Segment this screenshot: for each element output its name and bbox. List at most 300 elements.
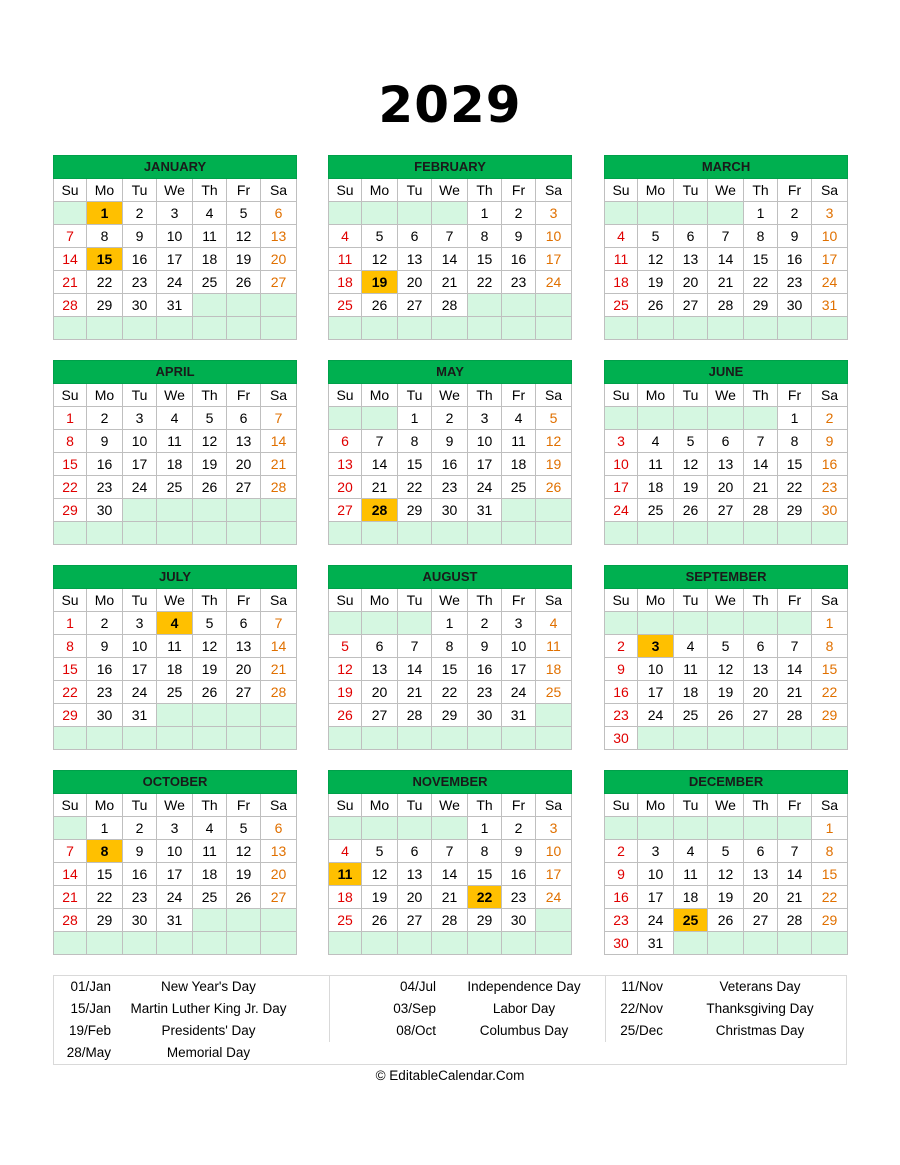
day-cell[interactable]: 15	[432, 658, 468, 681]
day-cell[interactable]: 24	[536, 271, 572, 294]
day-cell[interactable]: 12	[329, 658, 362, 681]
day-cell[interactable]: 22	[54, 681, 87, 704]
day-cell[interactable]: 22	[744, 271, 778, 294]
day-cell[interactable]: 1	[812, 612, 848, 635]
day-cell[interactable]: 2	[468, 612, 502, 635]
day-cell[interactable]: 26	[193, 476, 227, 499]
day-cell[interactable]: 26	[362, 294, 398, 317]
day-cell[interactable]: 29	[54, 499, 87, 522]
day-cell[interactable]: 7	[432, 225, 468, 248]
day-cell[interactable]: 24	[468, 476, 502, 499]
day-cell[interactable]: 16	[87, 658, 123, 681]
day-cell[interactable]: 19	[708, 886, 744, 909]
day-cell[interactable]: 23	[778, 271, 812, 294]
day-cell[interactable]: 6	[362, 635, 398, 658]
day-cell[interactable]: 28	[54, 909, 87, 932]
day-cell[interactable]: 13	[708, 453, 744, 476]
day-cell[interactable]: 27	[708, 499, 744, 522]
day-cell[interactable]: 28	[261, 476, 297, 499]
day-cell[interactable]: 30	[123, 294, 157, 317]
day-cell[interactable]: 22	[812, 681, 848, 704]
day-cell[interactable]: 2	[432, 407, 468, 430]
day-cell[interactable]: 3	[157, 817, 193, 840]
day-cell[interactable]: 19	[227, 248, 261, 271]
day-cell[interactable]: 10	[157, 225, 193, 248]
day-cell[interactable]: 28	[362, 499, 398, 522]
day-cell[interactable]: 17	[468, 453, 502, 476]
day-cell[interactable]: 18	[605, 271, 638, 294]
day-cell[interactable]: 8	[87, 840, 123, 863]
day-cell[interactable]: 27	[398, 909, 432, 932]
day-cell[interactable]: 13	[261, 840, 297, 863]
day-cell[interactable]: 14	[261, 430, 297, 453]
day-cell[interactable]: 24	[157, 886, 193, 909]
day-cell[interactable]: 8	[468, 840, 502, 863]
day-cell[interactable]: 8	[778, 430, 812, 453]
day-cell[interactable]: 2	[123, 817, 157, 840]
day-cell[interactable]: 5	[708, 635, 744, 658]
day-cell[interactable]: 5	[536, 407, 572, 430]
day-cell[interactable]: 28	[398, 704, 432, 727]
day-cell[interactable]: 21	[708, 271, 744, 294]
day-cell[interactable]: 27	[744, 909, 778, 932]
day-cell[interactable]: 20	[261, 863, 297, 886]
day-cell[interactable]: 3	[536, 817, 572, 840]
day-cell[interactable]: 9	[502, 840, 536, 863]
day-cell[interactable]: 29	[778, 499, 812, 522]
day-cell[interactable]: 10	[812, 225, 848, 248]
day-cell[interactable]: 1	[744, 202, 778, 225]
day-cell[interactable]: 9	[605, 863, 638, 886]
day-cell[interactable]: 13	[227, 635, 261, 658]
day-cell[interactable]: 2	[778, 202, 812, 225]
day-cell[interactable]: 30	[605, 727, 638, 750]
day-cell[interactable]: 31	[157, 294, 193, 317]
day-cell[interactable]: 14	[54, 248, 87, 271]
day-cell[interactable]: 9	[468, 635, 502, 658]
day-cell[interactable]: 2	[87, 612, 123, 635]
day-cell[interactable]: 24	[638, 909, 674, 932]
day-cell[interactable]: 24	[638, 704, 674, 727]
day-cell[interactable]: 25	[674, 909, 708, 932]
day-cell[interactable]: 1	[54, 407, 87, 430]
day-cell[interactable]: 11	[193, 225, 227, 248]
day-cell[interactable]: 28	[778, 704, 812, 727]
day-cell[interactable]: 17	[157, 248, 193, 271]
day-cell[interactable]: 19	[193, 658, 227, 681]
day-cell[interactable]: 30	[778, 294, 812, 317]
day-cell[interactable]: 13	[362, 658, 398, 681]
day-cell[interactable]: 21	[54, 886, 87, 909]
day-cell[interactable]: 8	[398, 430, 432, 453]
day-cell[interactable]: 28	[54, 294, 87, 317]
day-cell[interactable]: 19	[362, 271, 398, 294]
day-cell[interactable]: 28	[744, 499, 778, 522]
day-cell[interactable]: 6	[674, 225, 708, 248]
day-cell[interactable]: 26	[193, 681, 227, 704]
day-cell[interactable]: 21	[432, 271, 468, 294]
day-cell[interactable]: 11	[329, 863, 362, 886]
day-cell[interactable]: 8	[432, 635, 468, 658]
day-cell[interactable]: 7	[362, 430, 398, 453]
day-cell[interactable]: 15	[812, 658, 848, 681]
day-cell[interactable]: 29	[398, 499, 432, 522]
day-cell[interactable]: 5	[638, 225, 674, 248]
day-cell[interactable]: 26	[708, 704, 744, 727]
day-cell[interactable]: 15	[744, 248, 778, 271]
day-cell[interactable]: 7	[54, 840, 87, 863]
day-cell[interactable]: 2	[502, 202, 536, 225]
day-cell[interactable]: 9	[123, 225, 157, 248]
day-cell[interactable]: 24	[123, 476, 157, 499]
day-cell[interactable]: 27	[261, 271, 297, 294]
day-cell[interactable]: 11	[674, 658, 708, 681]
day-cell[interactable]: 11	[674, 863, 708, 886]
day-cell[interactable]: 17	[157, 863, 193, 886]
day-cell[interactable]: 9	[87, 430, 123, 453]
day-cell[interactable]: 10	[123, 635, 157, 658]
day-cell[interactable]: 11	[502, 430, 536, 453]
day-cell[interactable]: 30	[468, 704, 502, 727]
day-cell[interactable]: 23	[605, 909, 638, 932]
day-cell[interactable]: 4	[674, 840, 708, 863]
day-cell[interactable]: 7	[778, 635, 812, 658]
day-cell[interactable]: 15	[778, 453, 812, 476]
day-cell[interactable]: 25	[157, 681, 193, 704]
day-cell[interactable]: 1	[398, 407, 432, 430]
day-cell[interactable]: 23	[432, 476, 468, 499]
day-cell[interactable]: 20	[744, 681, 778, 704]
day-cell[interactable]: 26	[638, 294, 674, 317]
day-cell[interactable]: 12	[227, 840, 261, 863]
day-cell[interactable]: 3	[638, 840, 674, 863]
day-cell[interactable]: 6	[227, 407, 261, 430]
day-cell[interactable]: 19	[193, 453, 227, 476]
day-cell[interactable]: 1	[468, 202, 502, 225]
day-cell[interactable]: 15	[398, 453, 432, 476]
day-cell[interactable]: 12	[193, 635, 227, 658]
day-cell[interactable]: 11	[157, 635, 193, 658]
day-cell[interactable]: 18	[157, 658, 193, 681]
day-cell[interactable]: 17	[812, 248, 848, 271]
day-cell[interactable]: 30	[605, 932, 638, 955]
day-cell[interactable]: 2	[502, 817, 536, 840]
day-cell[interactable]: 18	[157, 453, 193, 476]
day-cell[interactable]: 23	[87, 681, 123, 704]
day-cell[interactable]: 13	[398, 248, 432, 271]
day-cell[interactable]: 8	[54, 430, 87, 453]
day-cell[interactable]: 10	[123, 430, 157, 453]
day-cell[interactable]: 21	[261, 453, 297, 476]
day-cell[interactable]: 3	[123, 407, 157, 430]
day-cell[interactable]: 21	[261, 658, 297, 681]
day-cell[interactable]: 29	[432, 704, 468, 727]
day-cell[interactable]: 27	[329, 499, 362, 522]
day-cell[interactable]: 2	[812, 407, 848, 430]
day-cell[interactable]: 16	[605, 681, 638, 704]
day-cell[interactable]: 17	[536, 863, 572, 886]
day-cell[interactable]: 2	[605, 840, 638, 863]
day-cell[interactable]: 18	[329, 886, 362, 909]
day-cell[interactable]: 28	[432, 294, 468, 317]
day-cell[interactable]: 15	[87, 248, 123, 271]
day-cell[interactable]: 18	[536, 658, 572, 681]
day-cell[interactable]: 23	[605, 704, 638, 727]
day-cell[interactable]: 10	[157, 840, 193, 863]
day-cell[interactable]: 20	[329, 476, 362, 499]
day-cell[interactable]: 27	[261, 886, 297, 909]
day-cell[interactable]: 27	[398, 294, 432, 317]
day-cell[interactable]: 30	[502, 909, 536, 932]
day-cell[interactable]: 16	[87, 453, 123, 476]
day-cell[interactable]: 13	[329, 453, 362, 476]
day-cell[interactable]: 22	[87, 886, 123, 909]
day-cell[interactable]: 22	[398, 476, 432, 499]
day-cell[interactable]: 12	[708, 863, 744, 886]
day-cell[interactable]: 25	[329, 909, 362, 932]
day-cell[interactable]: 15	[54, 658, 87, 681]
day-cell[interactable]: 8	[87, 225, 123, 248]
day-cell[interactable]: 13	[398, 863, 432, 886]
day-cell[interactable]: 1	[54, 612, 87, 635]
day-cell[interactable]: 5	[227, 817, 261, 840]
day-cell[interactable]: 27	[362, 704, 398, 727]
day-cell[interactable]: 10	[638, 863, 674, 886]
day-cell[interactable]: 7	[261, 612, 297, 635]
day-cell[interactable]: 5	[227, 202, 261, 225]
day-cell[interactable]: 18	[193, 248, 227, 271]
day-cell[interactable]: 14	[54, 863, 87, 886]
day-cell[interactable]: 17	[536, 248, 572, 271]
day-cell[interactable]: 6	[398, 225, 432, 248]
day-cell[interactable]: 11	[638, 453, 674, 476]
day-cell[interactable]: 22	[87, 271, 123, 294]
day-cell[interactable]: 23	[468, 681, 502, 704]
day-cell[interactable]: 1	[87, 817, 123, 840]
day-cell[interactable]: 14	[261, 635, 297, 658]
day-cell[interactable]: 12	[362, 863, 398, 886]
day-cell[interactable]: 10	[605, 453, 638, 476]
day-cell[interactable]: 1	[468, 817, 502, 840]
day-cell[interactable]: 18	[193, 863, 227, 886]
day-cell[interactable]: 3	[502, 612, 536, 635]
day-cell[interactable]: 10	[638, 658, 674, 681]
day-cell[interactable]: 23	[123, 886, 157, 909]
day-cell[interactable]: 19	[329, 681, 362, 704]
day-cell[interactable]: 19	[362, 886, 398, 909]
day-cell[interactable]: 30	[432, 499, 468, 522]
day-cell[interactable]: 3	[123, 612, 157, 635]
day-cell[interactable]: 5	[193, 407, 227, 430]
day-cell[interactable]: 4	[605, 225, 638, 248]
day-cell[interactable]: 21	[54, 271, 87, 294]
day-cell[interactable]: 31	[812, 294, 848, 317]
day-cell[interactable]: 5	[362, 225, 398, 248]
day-cell[interactable]: 29	[54, 704, 87, 727]
day-cell[interactable]: 4	[638, 430, 674, 453]
day-cell[interactable]: 14	[778, 658, 812, 681]
day-cell[interactable]: 6	[744, 635, 778, 658]
day-cell[interactable]: 27	[227, 476, 261, 499]
day-cell[interactable]: 24	[157, 271, 193, 294]
day-cell[interactable]: 3	[812, 202, 848, 225]
day-cell[interactable]: 15	[468, 863, 502, 886]
day-cell[interactable]: 11	[605, 248, 638, 271]
day-cell[interactable]: 26	[536, 476, 572, 499]
day-cell[interactable]: 25	[157, 476, 193, 499]
day-cell[interactable]: 23	[87, 476, 123, 499]
day-cell[interactable]: 12	[708, 658, 744, 681]
day-cell[interactable]: 21	[398, 681, 432, 704]
day-cell[interactable]: 7	[398, 635, 432, 658]
day-cell[interactable]: 6	[744, 840, 778, 863]
day-cell[interactable]: 6	[329, 430, 362, 453]
day-cell[interactable]: 29	[812, 909, 848, 932]
day-cell[interactable]: 3	[536, 202, 572, 225]
day-cell[interactable]: 28	[432, 909, 468, 932]
day-cell[interactable]: 8	[744, 225, 778, 248]
day-cell[interactable]: 17	[638, 681, 674, 704]
day-cell[interactable]: 25	[674, 704, 708, 727]
day-cell[interactable]: 30	[123, 909, 157, 932]
day-cell[interactable]: 7	[54, 225, 87, 248]
day-cell[interactable]: 26	[227, 886, 261, 909]
day-cell[interactable]: 18	[502, 453, 536, 476]
day-cell[interactable]: 29	[87, 294, 123, 317]
day-cell[interactable]: 16	[123, 863, 157, 886]
day-cell[interactable]: 8	[468, 225, 502, 248]
day-cell[interactable]: 25	[605, 294, 638, 317]
day-cell[interactable]: 4	[193, 202, 227, 225]
day-cell[interactable]: 17	[123, 453, 157, 476]
day-cell[interactable]: 26	[674, 499, 708, 522]
day-cell[interactable]: 20	[362, 681, 398, 704]
day-cell[interactable]: 9	[123, 840, 157, 863]
day-cell[interactable]: 1	[778, 407, 812, 430]
day-cell[interactable]: 14	[432, 248, 468, 271]
day-cell[interactable]: 18	[329, 271, 362, 294]
day-cell[interactable]: 7	[261, 407, 297, 430]
day-cell[interactable]: 17	[123, 658, 157, 681]
day-cell[interactable]: 20	[708, 476, 744, 499]
day-cell[interactable]: 2	[123, 202, 157, 225]
day-cell[interactable]: 6	[261, 817, 297, 840]
day-cell[interactable]: 17	[605, 476, 638, 499]
day-cell[interactable]: 21	[362, 476, 398, 499]
day-cell[interactable]: 19	[227, 863, 261, 886]
day-cell[interactable]: 16	[468, 658, 502, 681]
day-cell[interactable]: 29	[812, 704, 848, 727]
day-cell[interactable]: 5	[329, 635, 362, 658]
day-cell[interactable]: 19	[536, 453, 572, 476]
day-cell[interactable]: 6	[261, 202, 297, 225]
day-cell[interactable]: 1	[812, 817, 848, 840]
day-cell[interactable]: 5	[362, 840, 398, 863]
day-cell[interactable]: 10	[468, 430, 502, 453]
day-cell[interactable]: 16	[123, 248, 157, 271]
day-cell[interactable]: 30	[812, 499, 848, 522]
day-cell[interactable]: 2	[87, 407, 123, 430]
day-cell[interactable]: 31	[157, 909, 193, 932]
day-cell[interactable]: 20	[398, 271, 432, 294]
day-cell[interactable]: 16	[605, 886, 638, 909]
day-cell[interactable]: 25	[329, 294, 362, 317]
day-cell[interactable]: 3	[605, 430, 638, 453]
day-cell[interactable]: 11	[157, 430, 193, 453]
day-cell[interactable]: 11	[193, 840, 227, 863]
day-cell[interactable]: 9	[502, 225, 536, 248]
day-cell[interactable]: 22	[468, 886, 502, 909]
day-cell[interactable]: 16	[778, 248, 812, 271]
day-cell[interactable]: 10	[536, 840, 572, 863]
day-cell[interactable]: 14	[398, 658, 432, 681]
day-cell[interactable]: 28	[708, 294, 744, 317]
day-cell[interactable]: 23	[812, 476, 848, 499]
day-cell[interactable]: 19	[708, 681, 744, 704]
day-cell[interactable]: 9	[605, 658, 638, 681]
day-cell[interactable]: 25	[638, 499, 674, 522]
day-cell[interactable]: 1	[432, 612, 468, 635]
day-cell[interactable]: 17	[502, 658, 536, 681]
day-cell[interactable]: 31	[468, 499, 502, 522]
day-cell[interactable]: 7	[432, 840, 468, 863]
day-cell[interactable]: 27	[674, 294, 708, 317]
day-cell[interactable]: 22	[468, 271, 502, 294]
day-cell[interactable]: 6	[398, 840, 432, 863]
day-cell[interactable]: 28	[261, 681, 297, 704]
day-cell[interactable]: 12	[193, 430, 227, 453]
day-cell[interactable]: 15	[812, 863, 848, 886]
day-cell[interactable]: 27	[227, 681, 261, 704]
day-cell[interactable]: 29	[468, 909, 502, 932]
day-cell[interactable]: 13	[227, 430, 261, 453]
day-cell[interactable]: 29	[744, 294, 778, 317]
day-cell[interactable]: 14	[708, 248, 744, 271]
day-cell[interactable]: 18	[674, 886, 708, 909]
day-cell[interactable]: 7	[778, 840, 812, 863]
day-cell[interactable]: 6	[227, 612, 261, 635]
day-cell[interactable]: 20	[227, 658, 261, 681]
day-cell[interactable]: 4	[502, 407, 536, 430]
day-cell[interactable]: 24	[605, 499, 638, 522]
day-cell[interactable]: 26	[227, 271, 261, 294]
day-cell[interactable]: 17	[638, 886, 674, 909]
day-cell[interactable]: 5	[193, 612, 227, 635]
day-cell[interactable]: 22	[812, 886, 848, 909]
day-cell[interactable]: 21	[744, 476, 778, 499]
day-cell[interactable]: 9	[778, 225, 812, 248]
day-cell[interactable]: 14	[778, 863, 812, 886]
day-cell[interactable]: 27	[744, 704, 778, 727]
day-cell[interactable]: 31	[638, 932, 674, 955]
day-cell[interactable]: 14	[432, 863, 468, 886]
day-cell[interactable]: 18	[638, 476, 674, 499]
day-cell[interactable]: 4	[193, 817, 227, 840]
day-cell[interactable]: 10	[536, 225, 572, 248]
day-cell[interactable]: 20	[744, 886, 778, 909]
day-cell[interactable]: 13	[744, 863, 778, 886]
day-cell[interactable]: 23	[123, 271, 157, 294]
day-cell[interactable]: 14	[362, 453, 398, 476]
day-cell[interactable]: 25	[193, 886, 227, 909]
day-cell[interactable]: 4	[157, 612, 193, 635]
day-cell[interactable]: 26	[708, 909, 744, 932]
day-cell[interactable]: 8	[812, 635, 848, 658]
day-cell[interactable]: 2	[605, 635, 638, 658]
day-cell[interactable]: 30	[87, 704, 123, 727]
day-cell[interactable]: 16	[502, 863, 536, 886]
day-cell[interactable]: 8	[54, 635, 87, 658]
